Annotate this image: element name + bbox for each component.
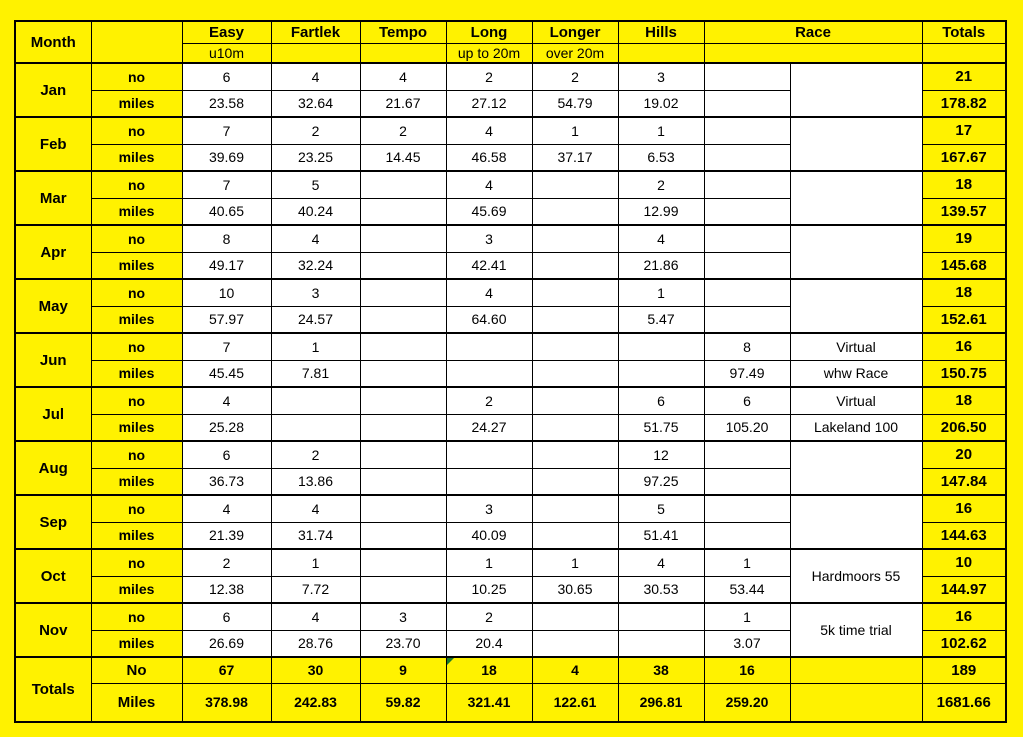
cell-aug-hills-miles: 97.25 [618,468,704,495]
total-apr-no: 19 [922,225,1006,252]
totals-hills-miles: 296.81 [618,683,704,722]
cell-jul-long-no: 2 [446,387,532,414]
cell-jun-tempo-miles [360,360,446,387]
row-label-no: no [91,279,182,306]
cell-aug-tempo-no [360,441,446,468]
table-row [15,63,1006,90]
cell-apr-easy-no: 8 [182,225,271,252]
totals-long-miles: 321.41 [446,683,532,722]
row-label-miles: miles [91,360,182,387]
cell-oct-race-count-no: 1 [704,549,790,576]
cell-sep-easy-miles: 21.39 [182,522,271,549]
cell-jul-hills-miles: 51.75 [618,414,704,441]
cell-may-fartlek-no: 3 [271,279,360,306]
cell-nov-easy-no: 6 [182,603,271,630]
race-note-sep-blank [790,495,922,549]
cell-apr-tempo-miles [360,252,446,279]
total-oct-miles: 144.97 [922,576,1006,603]
cell-apr-tempo-no [360,225,446,252]
total-oct-no: 10 [922,549,1006,576]
table-row [15,495,1006,522]
total-jul-no: 18 [922,387,1006,414]
cell-oct-hills-miles: 30.53 [618,576,704,603]
table-row [15,360,1006,387]
totals-easy-no: 67 [182,657,271,683]
cell-jan-longer-miles: 54.79 [532,90,618,117]
cell-may-tempo-no [360,279,446,306]
cell-sep-fartlek-no: 4 [271,495,360,522]
row-label-miles: miles [91,252,182,279]
row-label-miles: miles [91,522,182,549]
total-may-miles: 152.61 [922,306,1006,333]
row-label-miles: miles [91,576,182,603]
cell-apr-hills-miles: 21.86 [618,252,704,279]
month-label-sep: Sep [15,495,91,549]
cell-nov-longer-miles [532,630,618,657]
row-label-miles: miles [91,468,182,495]
header-race: Race [704,21,922,43]
total-sep-miles: 144.63 [922,522,1006,549]
table-row [15,387,1006,414]
cell-may-race-count-miles [704,306,790,333]
cell-sep-tempo-miles [360,522,446,549]
total-mar-no: 18 [922,171,1006,198]
row-label-miles: miles [91,630,182,657]
race-note-may-blank [790,279,922,333]
cell-feb-longer-no: 1 [532,117,618,144]
cell-feb-tempo-no: 2 [360,117,446,144]
race-note-jul-line2: Lakeland 100 [790,414,922,441]
cell-feb-longer-miles: 37.17 [532,144,618,171]
cell-may-tempo-miles [360,306,446,333]
cell-oct-fartlek-miles: 7.72 [271,576,360,603]
cell-oct-race-count-miles: 53.44 [704,576,790,603]
cell-jul-race-count-no: 6 [704,387,790,414]
totals-long-no: 18 [446,657,532,683]
cell-jan-hills-no: 3 [618,63,704,90]
month-label-apr: Apr [15,225,91,279]
cell-oct-tempo-no [360,549,446,576]
cell-aug-fartlek-miles: 13.86 [271,468,360,495]
cell-apr-long-no: 3 [446,225,532,252]
race-note-mar-blank [790,171,922,225]
subheader-fartlek [271,43,360,63]
total-aug-miles: 147.84 [922,468,1006,495]
cell-mar-hills-miles: 12.99 [618,198,704,225]
total-nov-miles: 102.62 [922,630,1006,657]
subheader-hills [618,43,704,63]
cell-mar-race-count-miles [704,198,790,225]
cell-jun-fartlek-no: 1 [271,333,360,360]
subheader-long: up to 20m [446,43,532,63]
header-easy: Easy [182,21,271,43]
cell-aug-fartlek-no: 2 [271,441,360,468]
cell-nov-hills-miles [618,630,704,657]
cell-jul-long-miles: 24.27 [446,414,532,441]
cell-may-long-miles: 64.60 [446,306,532,333]
cell-may-long-no: 4 [446,279,532,306]
total-jul-miles: 206.50 [922,414,1006,441]
total-nov-no: 16 [922,603,1006,630]
cell-feb-long-no: 4 [446,117,532,144]
subheader-easy: u10m [182,43,271,63]
totals-fartlek-miles: 242.83 [271,683,360,722]
cell-oct-fartlek-no: 1 [271,549,360,576]
month-label-mar: Mar [15,171,91,225]
subheader-longer: over 20m [532,43,618,63]
cell-jan-long-no: 2 [446,63,532,90]
header-category-blank [91,21,182,63]
month-label-aug: Aug [15,441,91,495]
cell-jan-race-count-no [704,63,790,90]
cell-apr-longer-miles [532,252,618,279]
cell-mar-fartlek-miles: 40.24 [271,198,360,225]
cell-jun-easy-no: 7 [182,333,271,360]
cell-jun-longer-no [532,333,618,360]
totals-no-label: No [91,657,182,683]
cell-jan-longer-no: 2 [532,63,618,90]
race-note-aug-blank [790,441,922,495]
table-row [15,549,1006,576]
cell-sep-race-count-miles [704,522,790,549]
total-jan-no: 21 [922,63,1006,90]
cell-apr-longer-no [532,225,618,252]
cell-sep-race-count-no [704,495,790,522]
table-row [15,414,1006,441]
month-label-jul: Jul [15,387,91,441]
cell-jun-hills-miles [618,360,704,387]
totals-hills-no: 38 [618,657,704,683]
total-may-no: 18 [922,279,1006,306]
total-apr-miles: 145.68 [922,252,1006,279]
grand-total-miles: 1681.66 [922,683,1006,722]
row-label-no: no [91,171,182,198]
cell-jan-long-miles: 27.12 [446,90,532,117]
cell-may-easy-no: 10 [182,279,271,306]
cell-nov-hills-no [618,603,704,630]
cell-aug-hills-no: 12 [618,441,704,468]
cell-mar-long-no: 4 [446,171,532,198]
cell-apr-fartlek-miles: 32.24 [271,252,360,279]
cell-sep-long-miles: 40.09 [446,522,532,549]
row-label-no: no [91,603,182,630]
cell-jan-hills-miles: 19.02 [618,90,704,117]
cell-jan-race-count-miles [704,90,790,117]
row-label-no: no [91,225,182,252]
totals-race-count-no: 16 [704,657,790,683]
subheader-tempo [360,43,446,63]
totals-tempo-no: 9 [360,657,446,683]
cell-nov-easy-miles: 26.69 [182,630,271,657]
header-totals: Totals [922,21,1006,43]
cell-jun-longer-miles [532,360,618,387]
totals-easy-miles: 378.98 [182,683,271,722]
cell-jul-fartlek-miles [271,414,360,441]
total-feb-no: 17 [922,117,1006,144]
total-sep-no: 16 [922,495,1006,522]
header-row [15,21,1006,43]
cell-mar-longer-miles [532,198,618,225]
totals-race-count-miles: 259.20 [704,683,790,722]
cell-jul-longer-no [532,387,618,414]
cell-may-hills-no: 1 [618,279,704,306]
cell-sep-long-no: 3 [446,495,532,522]
race-note-jun-line2: whw Race [790,360,922,387]
cell-jun-long-miles [446,360,532,387]
total-jan-miles: 178.82 [922,90,1006,117]
totals-longer-no: 4 [532,657,618,683]
cell-jan-tempo-no: 4 [360,63,446,90]
row-label-no: no [91,549,182,576]
totals-miles-label: Miles [91,683,182,722]
table-row [15,279,1006,306]
cell-apr-race-count-miles [704,252,790,279]
cell-jul-race-count-miles: 105.20 [704,414,790,441]
race-note-oct: Hardmoors 55 [790,549,922,603]
cell-oct-easy-no: 2 [182,549,271,576]
cell-apr-long-miles: 42.41 [446,252,532,279]
grand-total-no: 189 [922,657,1006,683]
cell-jul-hills-no: 6 [618,387,704,414]
cell-jul-tempo-miles [360,414,446,441]
cell-feb-long-miles: 46.58 [446,144,532,171]
totals-row-miles [15,683,1006,722]
header-fartlek: Fartlek [271,21,360,43]
cell-mar-longer-no [532,171,618,198]
cell-jan-fartlek-miles: 32.64 [271,90,360,117]
row-label-no: no [91,117,182,144]
cell-jan-fartlek-no: 4 [271,63,360,90]
cell-apr-fartlek-no: 4 [271,225,360,252]
cell-nov-tempo-miles: 23.70 [360,630,446,657]
cell-nov-long-miles: 20.4 [446,630,532,657]
cell-mar-fartlek-no: 5 [271,171,360,198]
cell-may-race-count-no [704,279,790,306]
cell-feb-hills-no: 1 [618,117,704,144]
cell-jul-fartlek-no [271,387,360,414]
cell-may-longer-miles [532,306,618,333]
table-row [15,171,1006,198]
cell-sep-hills-no: 5 [618,495,704,522]
totals-race-note-blank-no [790,657,922,683]
table-row [15,117,1006,144]
month-label-jun: Jun [15,333,91,387]
totals-label: Totals [15,657,91,722]
cell-aug-long-no [446,441,532,468]
subheader-race [704,43,922,63]
row-label-miles: miles [91,198,182,225]
cell-mar-race-count-no [704,171,790,198]
cell-may-longer-no [532,279,618,306]
totals-fartlek-no: 30 [271,657,360,683]
cell-oct-longer-no: 1 [532,549,618,576]
cell-feb-race-count-no [704,117,790,144]
cell-sep-hills-miles: 51.41 [618,522,704,549]
cell-jul-tempo-no [360,387,446,414]
race-note-feb-blank [790,117,922,171]
cell-may-hills-miles: 5.47 [618,306,704,333]
row-label-no: no [91,441,182,468]
month-label-jan: Jan [15,63,91,117]
cell-sep-tempo-no [360,495,446,522]
cell-jul-easy-no: 4 [182,387,271,414]
cell-jan-easy-no: 6 [182,63,271,90]
cell-nov-fartlek-no: 4 [271,603,360,630]
table-row [15,333,1006,360]
cell-jan-tempo-miles: 21.67 [360,90,446,117]
cell-may-easy-miles: 57.97 [182,306,271,333]
cell-jul-easy-miles: 25.28 [182,414,271,441]
cell-sep-longer-no [532,495,618,522]
table-row [15,225,1006,252]
cell-nov-longer-no [532,603,618,630]
cell-feb-race-count-miles [704,144,790,171]
cell-jun-race-count-miles: 97.49 [704,360,790,387]
header-long: Long [446,21,532,43]
total-aug-no: 20 [922,441,1006,468]
cell-jun-easy-miles: 45.45 [182,360,271,387]
row-label-no: no [91,63,182,90]
cell-feb-fartlek-no: 2 [271,117,360,144]
race-note-nov: 5k time trial [790,603,922,657]
cell-feb-fartlek-miles: 23.25 [271,144,360,171]
header-hills: Hills [618,21,704,43]
cell-jan-easy-miles: 23.58 [182,90,271,117]
row-label-miles: miles [91,90,182,117]
cell-mar-tempo-no [360,171,446,198]
running-log-table [14,20,1007,723]
cell-oct-long-miles: 10.25 [446,576,532,603]
month-label-nov: Nov [15,603,91,657]
cell-may-fartlek-miles: 24.57 [271,306,360,333]
cell-aug-tempo-miles [360,468,446,495]
row-label-miles: miles [91,414,182,441]
cell-feb-hills-miles: 6.53 [618,144,704,171]
header-tempo: Tempo [360,21,446,43]
header-longer: Longer [532,21,618,43]
cell-feb-easy-no: 7 [182,117,271,144]
cell-apr-hills-no: 4 [618,225,704,252]
cell-jun-hills-no [618,333,704,360]
month-label-oct: Oct [15,549,91,603]
cell-mar-easy-no: 7 [182,171,271,198]
cell-nov-race-count-no: 1 [704,603,790,630]
cell-mar-long-miles: 45.69 [446,198,532,225]
race-note-apr-blank [790,225,922,279]
cell-nov-tempo-no: 3 [360,603,446,630]
row-label-miles: miles [91,144,182,171]
cell-aug-race-count-miles [704,468,790,495]
totals-tempo-miles: 59.82 [360,683,446,722]
cell-jun-race-count-no: 8 [704,333,790,360]
totals-row-no [15,657,1006,683]
race-note-jun-line1: Virtual [790,333,922,360]
cell-jun-fartlek-miles: 7.81 [271,360,360,387]
cell-nov-fartlek-miles: 28.76 [271,630,360,657]
cell-mar-hills-no: 2 [618,171,704,198]
cell-oct-longer-miles: 30.65 [532,576,618,603]
row-label-no: no [91,333,182,360]
cell-aug-longer-no [532,441,618,468]
race-note-jan-blank [790,63,922,117]
cell-oct-tempo-miles [360,576,446,603]
row-label-no: no [91,495,182,522]
cell-mar-tempo-miles [360,198,446,225]
cell-jun-tempo-no [360,333,446,360]
cell-apr-easy-miles: 49.17 [182,252,271,279]
cell-jul-longer-miles [532,414,618,441]
table-row [15,603,1006,630]
header-month: Month [15,21,91,63]
cell-nov-long-no: 2 [446,603,532,630]
totals-longer-miles: 122.61 [532,683,618,722]
cell-aug-longer-miles [532,468,618,495]
cell-oct-easy-miles: 12.38 [182,576,271,603]
cell-feb-tempo-miles: 14.45 [360,144,446,171]
cell-jun-long-no [446,333,532,360]
cell-oct-long-no: 1 [446,549,532,576]
cell-sep-fartlek-miles: 31.74 [271,522,360,549]
cell-aug-race-count-no [704,441,790,468]
row-label-miles: miles [91,306,182,333]
total-jun-no: 16 [922,333,1006,360]
cell-nov-race-count-miles: 3.07 [704,630,790,657]
cell-sep-longer-miles [532,522,618,549]
totals-race-note-blank-miles [790,683,922,722]
month-label-may: May [15,279,91,333]
cell-feb-easy-miles: 39.69 [182,144,271,171]
total-mar-miles: 139.57 [922,198,1006,225]
cell-oct-hills-no: 4 [618,549,704,576]
cell-aug-easy-no: 6 [182,441,271,468]
cell-aug-easy-miles: 36.73 [182,468,271,495]
table-row [15,441,1006,468]
cell-mar-easy-miles: 40.65 [182,198,271,225]
cell-apr-race-count-no [704,225,790,252]
total-feb-miles: 167.67 [922,144,1006,171]
total-jun-miles: 150.75 [922,360,1006,387]
month-label-feb: Feb [15,117,91,171]
cell-sep-easy-no: 4 [182,495,271,522]
cell-aug-long-miles [446,468,532,495]
row-label-no: no [91,387,182,414]
subheader-totals [922,43,1006,63]
race-note-jul-line1: Virtual [790,387,922,414]
